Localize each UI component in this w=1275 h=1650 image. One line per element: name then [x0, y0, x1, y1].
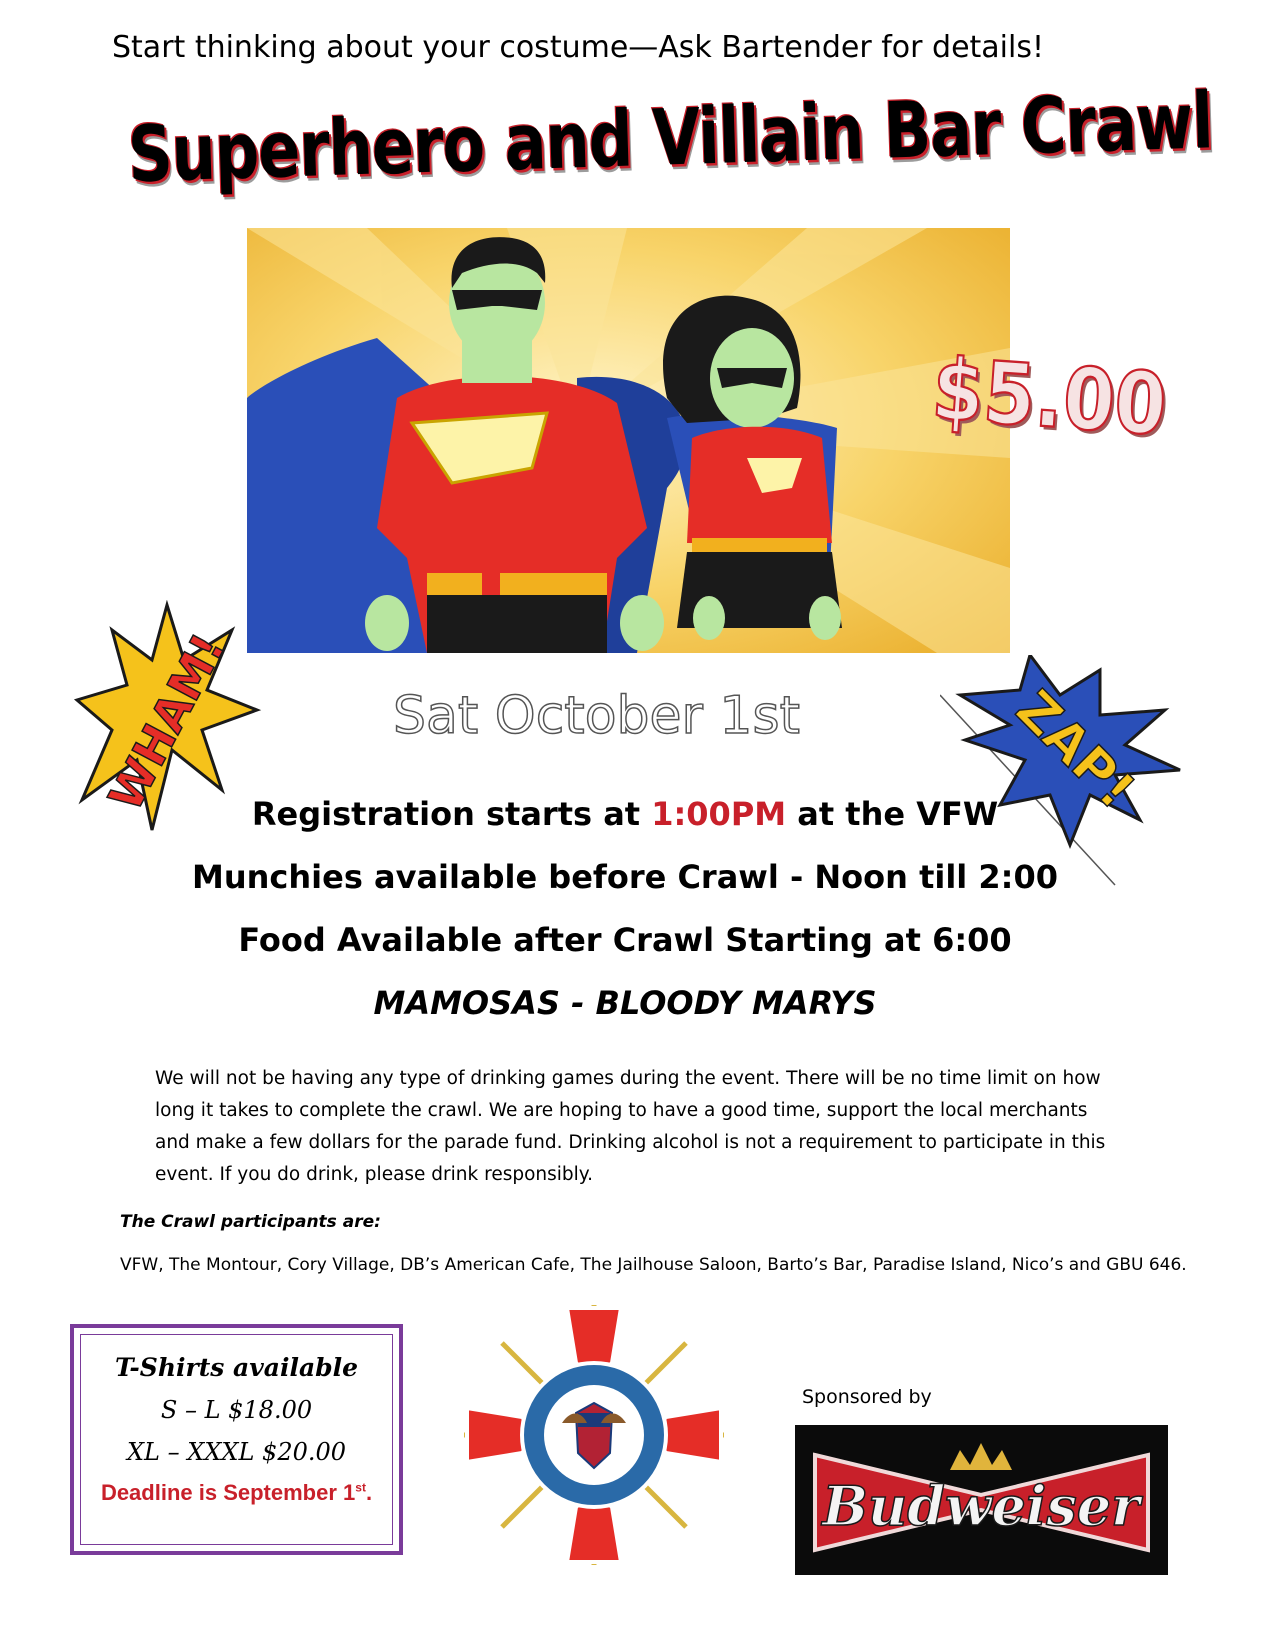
- registration-prefix: Registration starts at: [251, 795, 652, 833]
- zap-text: ZAP!: [1004, 679, 1146, 821]
- tshirt-info-inner: [80, 1334, 393, 1545]
- vfw-emblem-logo: [462, 1303, 726, 1567]
- poster-title: Superhero and Villain Bar Crawl: [126, 74, 1214, 201]
- price-tag: $5.00: [929, 340, 1170, 455]
- wham-text: WHAM!: [97, 624, 236, 820]
- superhero-illustration: [247, 228, 1010, 653]
- event-date: Sat October 1st: [393, 686, 800, 746]
- food-line: Food Available after Crawl Starting at 6:00: [238, 921, 1012, 959]
- registration-suffix: at the VFW: [786, 795, 999, 833]
- zap-burst-graphic: [940, 655, 1205, 890]
- munchies-line: Munchies available before Crawl - Noon till 2:00: [191, 858, 1058, 896]
- registration-time: 1:00PM: [651, 795, 787, 833]
- deadline-end: .: [365, 1480, 373, 1505]
- deadline-text: Deadline is September 1: [100, 1480, 356, 1505]
- tshirt-price-small: S – L $18.00: [160, 1396, 313, 1424]
- sponsor-brand: Budweiser: [822, 1474, 1140, 1538]
- tshirt-deadline: [81, 1480, 392, 1506]
- tshirt-price-large: XL – XXXL $20.00: [126, 1438, 347, 1466]
- participants-label: The Crawl participants are:: [120, 1212, 381, 1232]
- event-description: We will not be having any type of drinking games during the event. There will be no time limit on how long it takes to complete the crawl. We are hoping to have a good time, support the local merchants and make a few dollars for the parade fund. Drinking alcohol is not a requirement to participate in this event. If you do drink, please drink responsibly.: [155, 1068, 1106, 1185]
- tshirt-title: T-Shirts available: [114, 1353, 359, 1382]
- budweiser-logo: [795, 1425, 1168, 1575]
- tshirt-info-box: [70, 1324, 403, 1555]
- participants-list: VFW, The Montour, Cory Village, DB’s American Cafe, The Jailhouse Saloon, Barto’s Bar, Paradise Island, Nico’s and GBU 646.: [120, 1255, 1187, 1275]
- registration-line: [0, 795, 1250, 833]
- deadline-suffix: st: [355, 1480, 366, 1495]
- sponsor-label: Sponsored by: [802, 1386, 932, 1408]
- drinks-line: MAMOSAS - BLOODY MARYS: [373, 984, 877, 1022]
- costume-note: Start thinking about your costume—Ask Bartender for details!: [112, 30, 1044, 65]
